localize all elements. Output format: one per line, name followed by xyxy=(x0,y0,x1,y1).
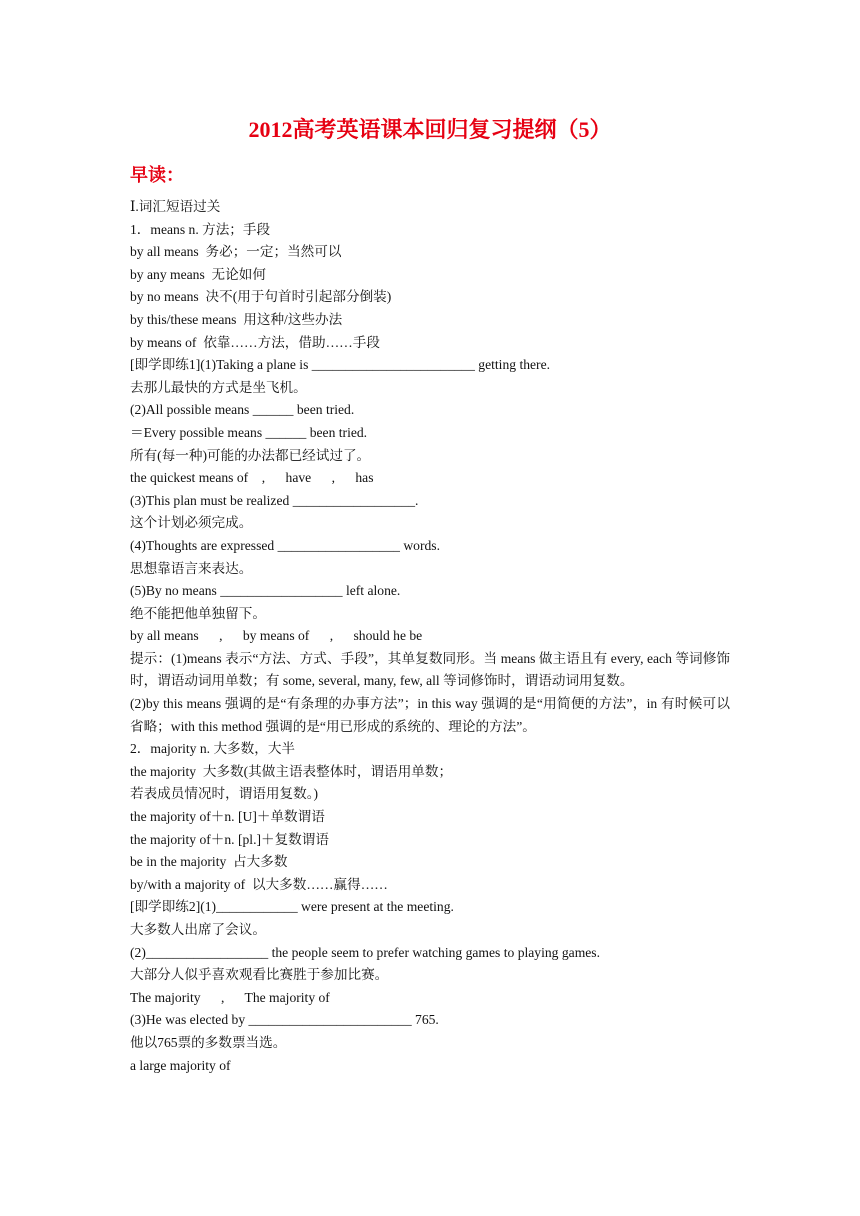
text-line: The majority , The majority of xyxy=(130,989,330,1005)
text-line: (3)This plan must be realized __________________. xyxy=(130,492,419,508)
text-line: 大多数人出席了会议。 xyxy=(130,922,266,937)
text-line: 他以765票的多数票当选。 xyxy=(130,1034,287,1050)
text-line: 大部分人似乎喜欢观看比赛胜于参加比赛。 xyxy=(130,967,389,983)
text-line: by any means 无论如何 xyxy=(130,266,266,282)
text-line: ＝Every possible means ______ been tried. xyxy=(130,424,368,440)
text-line: 这个计划必须完成。 xyxy=(130,515,253,531)
section-heading: 早读： xyxy=(130,165,184,185)
text-line: by/with a majority of 以大多数……赢得…… xyxy=(130,876,388,892)
text-line: 2．majority n. 大多数，大半 xyxy=(130,741,296,757)
text-line: 若表成员情况时，谓语用复数。) xyxy=(130,786,319,802)
text-line: by this/these means 用这种/这些办法 xyxy=(130,311,343,327)
note-paragraph: (2)by this means 强调的是“有条理的办事方法”；in this way 强调的是“用简便的方法”，in 有时候可以省略；with this method 强调的是“用已形成的系统的、理论的方法”。 xyxy=(130,696,730,734)
text-line: be in the majority 占大多数 xyxy=(130,854,288,870)
text-line: by no means 决不(用于句首时引起部分倒装) xyxy=(130,289,392,305)
text-line: 绝不能把他单独留下。 xyxy=(130,605,266,621)
text-line: by all means , by means of , should he be xyxy=(130,628,423,644)
document-body xyxy=(130,196,730,1077)
text-line: 1．means n. 方法；手段 xyxy=(130,221,271,237)
text-line: [即学即练1](1)Taking a plane is ________________________ getting there. xyxy=(130,357,551,373)
text-line: (3)He was elected by ________________________ 765. xyxy=(130,1012,439,1028)
text-line: (4)Thoughts are expressed __________________ words. xyxy=(130,537,440,553)
text-line: a large majority of xyxy=(130,1057,231,1073)
text-line: Ⅰ.词汇短语过关 xyxy=(130,199,221,214)
text-line: (2)__________________ the people seem to prefer watching games to playing games. xyxy=(130,944,600,960)
text-line: the majority of＋n. [pl.]＋复数谓语 xyxy=(130,831,329,847)
text-line: (2)All possible means ______ been tried. xyxy=(130,402,355,418)
text-line: the majority of＋n. [U]＋单数谓语 xyxy=(130,809,325,825)
text-line: by all means 务必；一定；当然可以 xyxy=(130,244,342,260)
text-line: (5)By no means __________________ left alone. xyxy=(130,583,401,599)
text-line: [即学即练2](1)____________ were present at the meeting. xyxy=(130,899,454,915)
text-line: 思想靠语言来表达。 xyxy=(130,560,253,576)
text-line: the majority 大多数(其做主语表整体时，谓语用单数； xyxy=(130,763,453,779)
text-line: the quickest means of , have , has xyxy=(130,470,374,486)
note-paragraph: 提示：(1)means 表示“方法、方式、手段”，其单复数同形。当 means 做主语且有 every, each 等词修饰时，谓语动词用单数；有 some, several, many, few, all 等词修饰时，谓语动词用复数。 xyxy=(130,650,730,689)
document-title: 2012高考英语课本回归复习提纲（5） xyxy=(248,117,612,142)
text-line: 所有(每一种)可能的办法都已经试过了。 xyxy=(130,447,371,463)
text-line: by means of 依靠……方法，借助……手段 xyxy=(130,334,380,350)
text-line: 去那儿最快的方式是坐飞机。 xyxy=(130,379,307,395)
